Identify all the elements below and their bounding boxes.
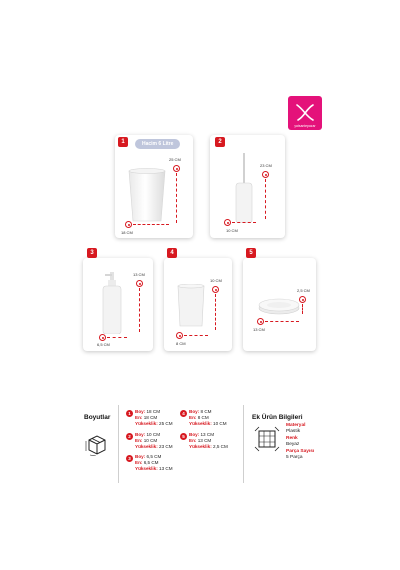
width-line [265,321,299,322]
height-line [176,173,177,223]
width-marker [224,219,231,226]
height-label: 13 CM [133,272,145,277]
width-label: 18 CM [121,230,133,235]
divider-left [118,405,119,483]
height-marker [299,296,306,303]
spec-item-4: Boy: 8 CM En: 8 CM Yükseklik: 10 CM [189,409,227,426]
spec-item-1: Boy: 18 CM En: 18 CM Yükseklik: 25 CM [135,409,173,426]
product-number-3: 3 [87,248,97,258]
product-number-4: 4 [167,248,177,258]
trash-bin-image [127,167,167,223]
divider-right [243,405,244,483]
width-line [133,224,169,225]
spec-item-2: Boy: 10 CM En: 10 CM Yükseklik: 23 CM [135,432,173,449]
volume-pill: Hacim 6 Litre [135,139,180,149]
product-card-2 [210,135,285,238]
product-number-5: 5 [246,248,256,258]
height-marker [212,286,219,293]
spec-item-3: Boy: 6,5 CM En: 6,5 CM Yükseklik: 13 CM [135,454,173,471]
spec-number-5: 5 [180,433,187,440]
width-label: 8 CM [176,341,186,346]
spec-number-4: 4 [180,410,187,417]
brand-logo [288,96,322,130]
brand-name: yatsantepazar [294,124,316,128]
extra-info-list: Materyal Plastik Renk Beyaz Parça Sayısı 5 Parça [286,423,315,460]
height-marker [136,280,143,287]
product-card-5 [243,258,316,351]
toilet-brush-image [228,153,258,223]
height-label: 25 CM [169,157,181,162]
height-label: 23 CM [260,163,272,168]
width-line [232,222,256,223]
width-label: 10 CM [226,228,238,233]
spec-number-2: 2 [126,433,133,440]
product-number-2: 2 [215,137,225,147]
width-marker [176,332,183,339]
soap-dispenser-image [99,272,125,334]
width-label: 6,5 CM [97,342,110,347]
soap-dish-image [257,296,301,316]
width-marker [257,318,264,325]
spec-number-3: 3 [126,455,133,462]
height-marker [173,165,180,172]
product-card-1 [115,135,193,238]
width-label: 13 CM [253,327,265,332]
height-label: 2,5 CM [297,288,310,293]
width-marker [125,221,132,228]
height-line [139,288,140,332]
product-card-3 [83,258,153,351]
height-line [302,304,303,314]
height-line [265,179,266,219]
width-line [184,335,208,336]
toothbrush-cup-image [176,284,206,328]
product-card-4 [164,258,232,351]
spec-item-5: Boy: 13 CM En: 13 CM Yükseklik: 2,5 CM [189,432,228,449]
extra-info-title: Ek Ürün Bilgileri [252,414,303,421]
spec-number-1: 1 [126,410,133,417]
height-marker [262,171,269,178]
height-label: 10 CM [210,278,222,283]
dimensions-title: Boyutlar [84,414,111,421]
width-marker [99,334,106,341]
material-icon [254,426,280,452]
height-line [215,294,216,330]
product-number-1: 1 [118,137,128,147]
width-line [107,337,127,338]
box-icon [85,432,109,456]
